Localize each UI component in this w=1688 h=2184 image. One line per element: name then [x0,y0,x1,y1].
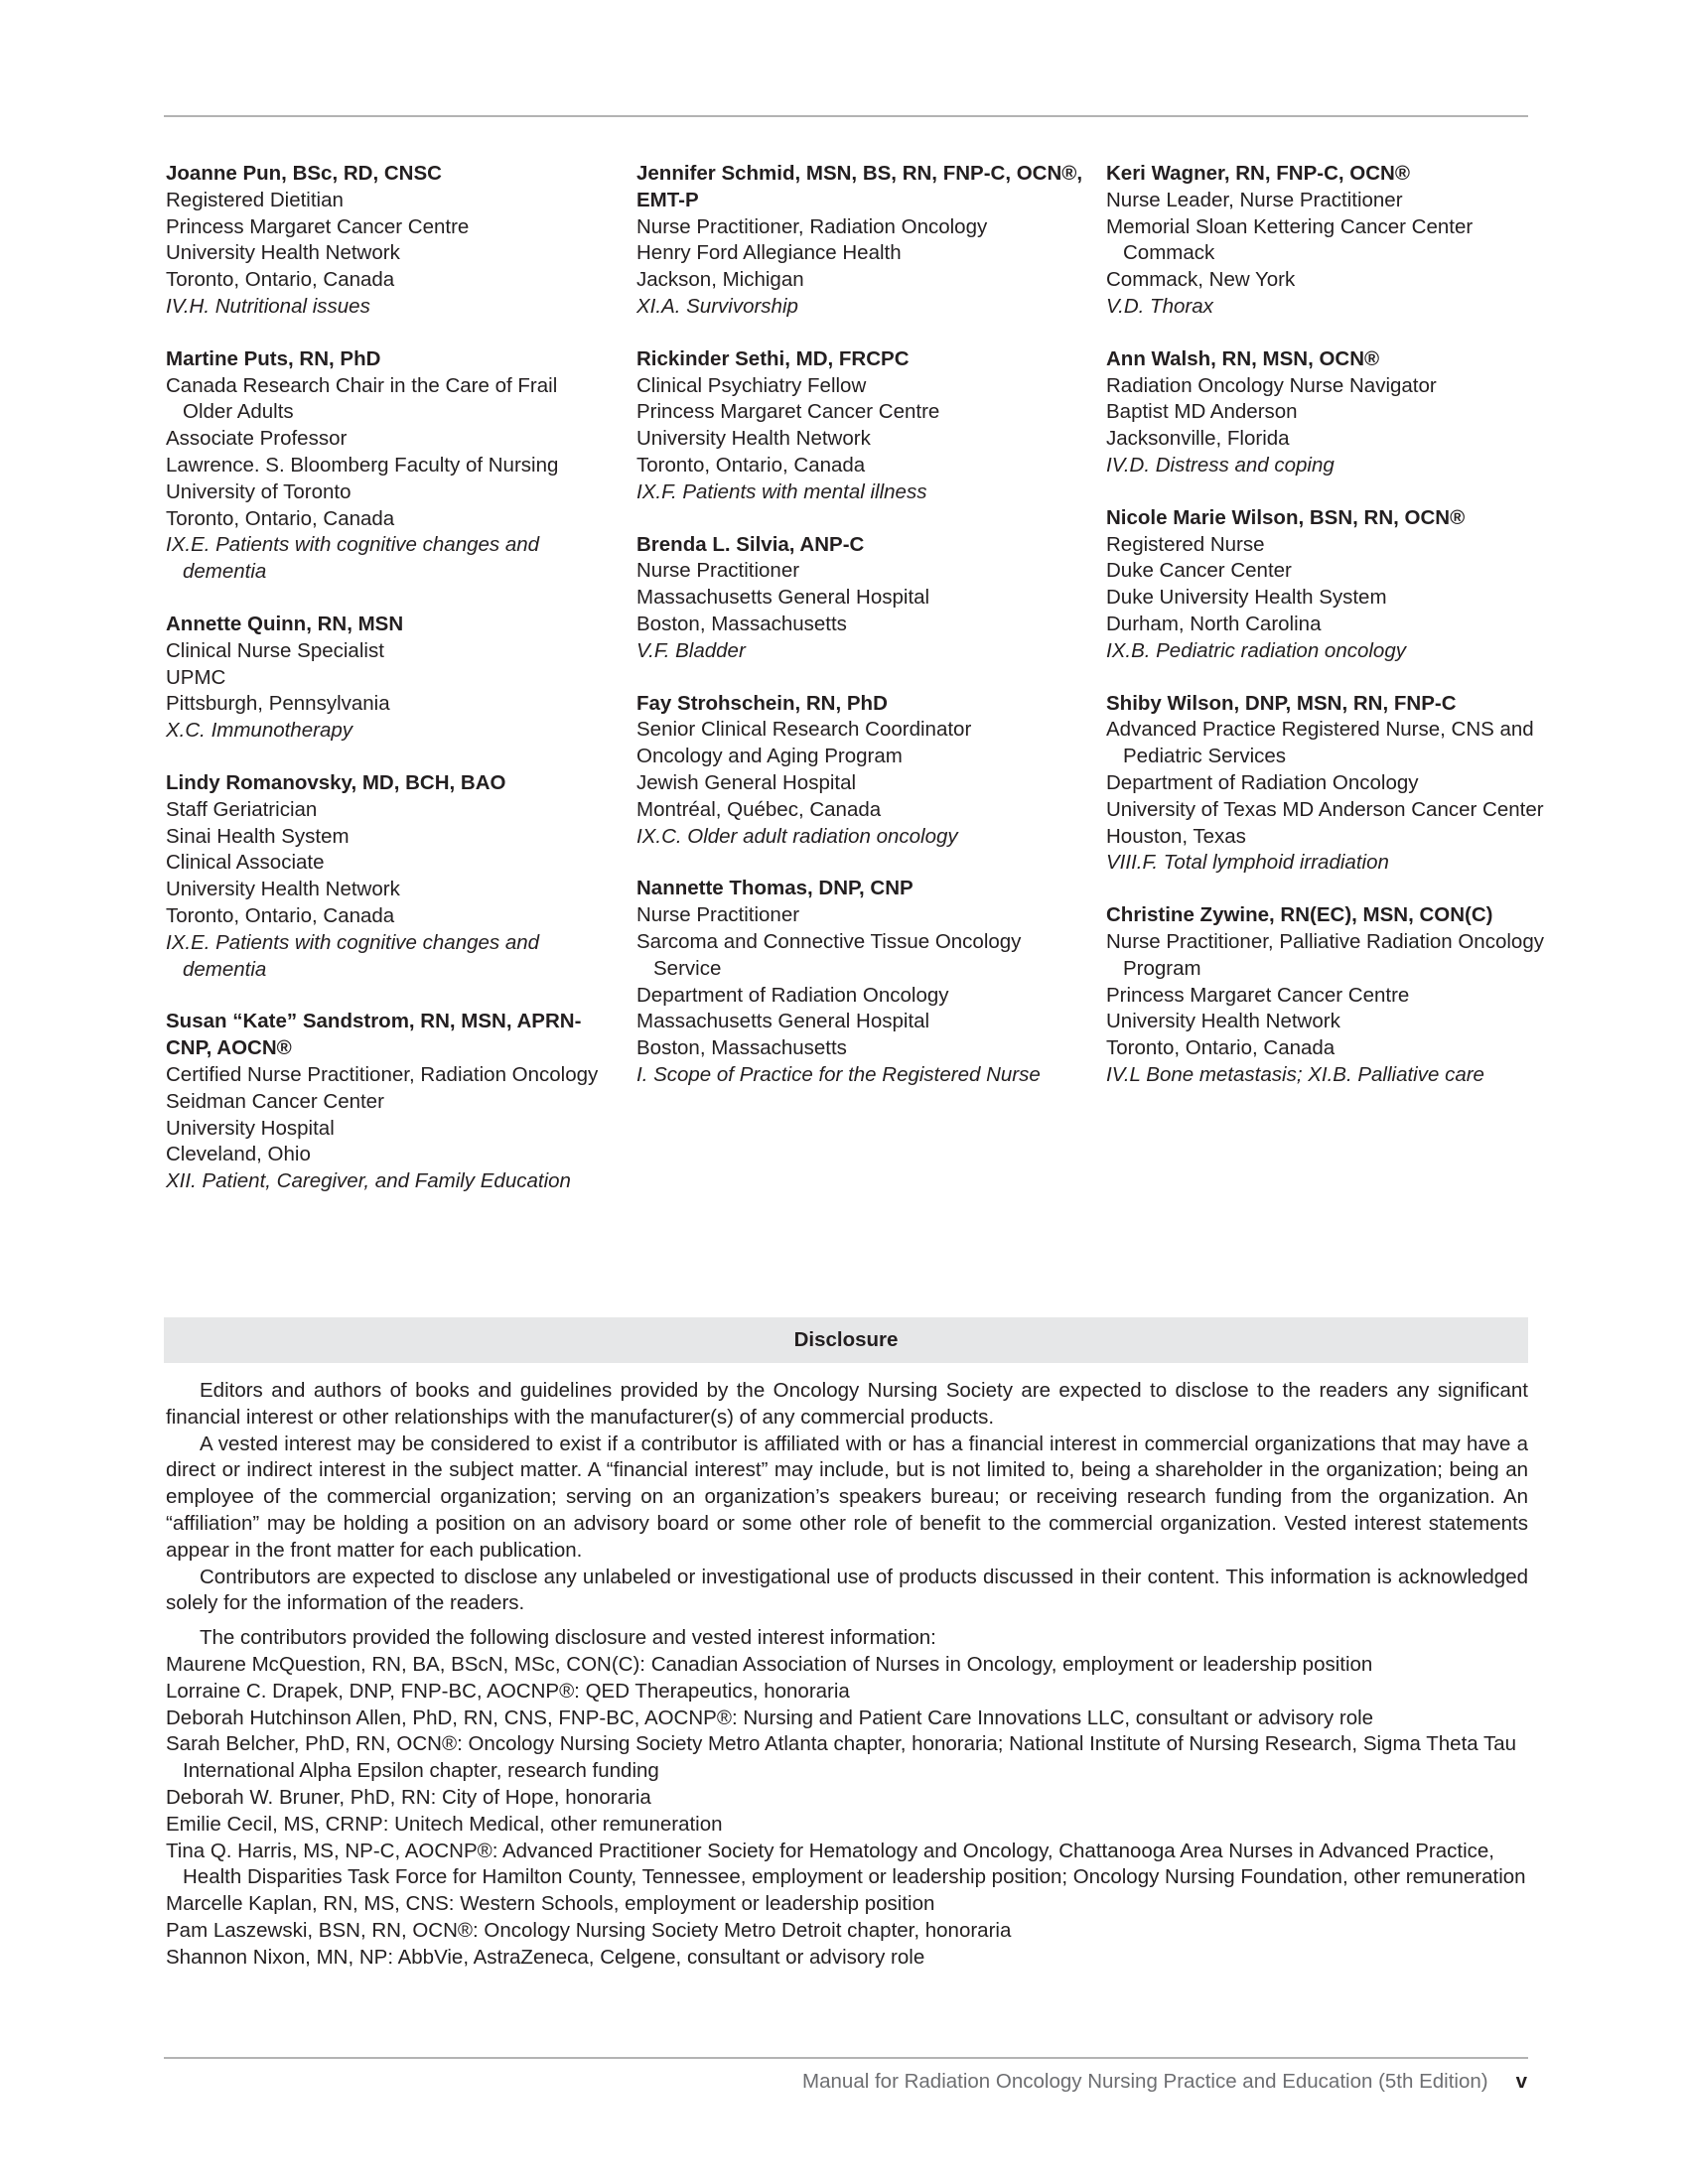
contributor-entry [1106,346,1553,479]
contributor-affiliation: Pittsburgh, Pennsylvania [166,692,390,716]
contributor-entry [166,612,613,745]
disclosure-item: Deborah Hutchinson Allen, PhD, RN, CNS, FNP-BC, AOCNP®: Nursing and Patient Care Innovations LLC, consultant or advisory role [166,1706,1374,1729]
contributor-affiliation: Nurse Practitioner, Radiation Oncology [636,214,988,238]
contributor-name: Nicole Marie Wilson, BSN, RN, OCN® [1106,505,1466,529]
contributor-affiliation: Registered Nurse [1106,532,1265,556]
contributor-name: Brenda L. Silvia, ANP-C [636,532,865,556]
contributor-affiliation: Nurse Leader, Nurse Practitioner [1106,188,1403,211]
contributor-section: X.C. Immunotherapy [166,719,352,743]
disclosure-item: Maurene McQuestion, RN, BA, BScN, MSc, CON(C): Canadian Association of Nurses in Oncology, employment or leadership position [166,1652,1373,1676]
disclosure-item: Emilie Cecil, MS, CRNP: Unitech Medical, other remuneration [166,1812,723,1836]
top-rule [164,115,1528,117]
disclosure-body [166,1378,1528,1972]
contributor-affiliation: Clinical Associate [166,851,325,875]
contributor-affiliation: Sinai Health System [166,824,350,848]
contributor-name: Christine Zywine, RN(EC), MSN, CON(C) [1106,903,1493,927]
contributor-affiliation: Nurse Practitioner [636,903,800,927]
contributor-section: IX.C. Older adult radiation oncology [636,824,958,848]
contributor-section: IX.B. Pediatric radiation oncology [1106,638,1406,662]
contributor-section: XI.A. Survivorship [636,294,798,318]
disclosure-item: Pam Laszewski, BSN, RN, OCN®: Oncology Nursing Society Metro Detroit chapter, honoraria [166,1918,1012,1942]
contributor-affiliation: Radiation Oncology Nurse Navigator [1106,373,1437,397]
contributor-entry [166,346,613,586]
contributor-affiliation: Lawrence. S. Bloomberg Faculty of Nursing [166,453,559,477]
disclosure-item: Deborah W. Bruner, PhD, RN: City of Hope, honoraria [166,1785,651,1809]
contributor-name: Ann Walsh, RN, MSN, OCN® [1106,346,1380,370]
contributor-affiliation: University Health Network [1106,1010,1340,1033]
contributor-section: IV.H. Nutritional issues [166,294,370,318]
contributor-affiliation: Cleveland, Ohio [166,1143,311,1166]
contributor-affiliation: Jackson, Michigan [636,268,804,292]
contributor-affiliation: UPMC [166,665,226,689]
contributor-affiliation: Boston, Massachusetts [636,1036,847,1060]
disclosure-item: Lorraine C. Drapek, DNP, FNP-BC, AOCNP®: QED Therapeutics, honoraria [166,1679,850,1703]
contributor-entry [636,876,1083,1088]
contributor-section: IX.F. Patients with mental illness [636,479,927,503]
contributor-entry [636,532,1083,665]
contributor-affiliation: Toronto, Ontario, Canada [166,506,395,530]
contributor-affiliation: Canada Research Chair in the Care of Frail Older Adults [166,373,558,424]
contributor-name: Lindy Romanovsky, MD, BCH, BAO [166,770,506,794]
contributor-section: I. Scope of Practice for the Registered Nurse [636,1062,1041,1086]
contributor-affiliation: Oncology and Aging Program [636,745,903,768]
contributor-affiliation: Massachusetts General Hospital [636,1010,930,1033]
contributor-section: IX.E. Patients with cognitive changes and dementia [166,533,540,584]
contributor-affiliation: Toronto, Ontario, Canada [166,903,395,927]
contributor-affiliation: Sarcoma and Connective Tissue Oncology Service [636,929,1022,980]
contributor-affiliation: Department of Radiation Oncology [1106,770,1419,794]
contributor-affiliation: Houston, Texas [1106,824,1246,848]
contributor-affiliation: Nurse Practitioner, Palliative Radiation Oncology Program [1106,929,1544,980]
contributor-affiliation: Toronto, Ontario, Canada [166,268,395,292]
contributor-section: XII. Patient, Caregiver, and Family Education [166,1169,571,1193]
disclosure-paragraph: A vested interest may be considered to exist if a contributor is affiliated with or has a financial interest in commercial organizations that may have a direct or indirect interest in the subject matter. A “financial interest” may include, but is not limited to, being a shareholder in the organization; being an employee of the commercial organization; serving on an organization’s speakers bureau; or receiving research funding from the organization. An “affiliation” may be holding a position on an advisory board or some other role of benefit to the commercial organization. Vested interest statements appear in the front matter for each publication. [166,1432,1528,1562]
contributor-name: Martine Puts, RN, PhD [166,346,381,370]
contributor-entry [636,691,1083,851]
contributor-affiliation: University Health Network [166,878,400,901]
contributor-name: Rickinder Sethi, MD, FRCPC [636,346,910,370]
contributor-affiliation: Durham, North Carolina [1106,612,1322,635]
contributor-entry [166,1009,613,1195]
contributor-affiliation: Boston, Massachusetts [636,612,847,635]
contributor-section: IX.E. Patients with cognitive changes and dementia [166,930,540,981]
disclosure-list [166,1652,1528,1972]
contributor-affiliation: Toronto, Ontario, Canada [636,453,866,477]
disclosure-item: Marcelle Kaplan, RN, MS, CNS: Western Schools, employment or leadership position [166,1892,935,1916]
contributor-name: Nannette Thomas, DNP, CNP [636,877,914,900]
contributor-affiliation: Clinical Psychiatry Fellow [636,373,867,397]
disclosure-paragraph: Editors and authors of books and guidelines provided by the Oncology Nursing Society are expected to disclose to the readers any significant financial interest or other relationships with the manufacturer(s) of any commercial products. [166,1379,1528,1429]
contributor-affiliation: Nurse Practitioner [636,559,800,583]
contributors-column-2 [636,161,1083,1115]
contributor-affiliation: Seidman Cancer Center [166,1089,384,1113]
contributor-affiliation: Jewish General Hospital [636,770,857,794]
contributor-section: VIII.F. Total lymphoid irradiation [1106,851,1389,875]
contributor-section: IV.L Bone metastasis; XI.B. Palliative care [1106,1062,1484,1086]
contributor-affiliation: Registered Dietitian [166,188,344,211]
contributor-entry [1106,505,1553,665]
contributor-name: Keri Wagner, RN, FNP-C, OCN® [1106,162,1410,185]
contributor-affiliation: Montréal, Québec, Canada [636,797,882,821]
contributor-affiliation: Memorial Sloan Kettering Cancer Center Commack [1106,214,1474,265]
contributor-affiliation: Staff Geriatrician [166,797,318,821]
contributors-column-3 [1106,161,1553,1115]
contributor-entry [166,770,613,983]
contributor-name: Joanne Pun, BSc, RD, CNSC [166,162,442,185]
contributor-affiliation: University of Texas MD Anderson Cancer Center [1106,797,1544,821]
contributor-name: Annette Quinn, RN, MSN [166,612,404,635]
contributor-affiliation: University Health Network [636,427,871,451]
contributor-section: IV.D. Distress and coping [1106,453,1335,477]
contributor-section: V.F. Bladder [636,638,746,662]
disclosure-item: Sarah Belcher, PhD, RN, OCN®: Oncology Nursing Society Metro Atlanta chapter, honoraria; National Institute of Nursing Research, Sigma Theta Tau International Alpha Epsilon chapter, research funding [166,1732,1517,1783]
contributors-list [166,161,1544,1243]
contributor-entry [636,346,1083,506]
contributor-name: Jennifer Schmid, MSN, BS, RN, FNP-C, OCN®, EMT-P [636,162,1083,211]
contributor-entry [636,161,1083,321]
contributor-affiliation: Henry Ford Allegiance Health [636,241,902,265]
contributor-affiliation: Princess Margaret Cancer Centre [1106,983,1410,1007]
contributor-affiliation: Associate Professor [166,427,348,451]
disclosure-item: Tina Q. Harris, MS, NP-C, AOCNP®: Advanced Practitioner Society for Hematology and Oncology, Chattanooga Area Nurses in Advanced Practice, Health Disparities Task Force for Hamilton County, Tennessee, employment or leadership position; Oncology Nursing Foundation, other remuneration [166,1839,1526,1889]
contributors-column-1 [166,161,613,1221]
contributor-affiliation: University Hospital [166,1116,335,1140]
contributor-section: V.D. Thorax [1106,294,1213,318]
contributor-affiliation: Senior Clinical Research Coordinator [636,718,972,742]
page-number: v [1515,2070,1527,2093]
contributor-name: Fay Strohschein, RN, PhD [636,691,888,715]
disclosure-item: Shannon Nixon, MN, NP: AbbVie, AstraZeneca, Celgene, consultant or advisory role [166,1945,925,1969]
contributor-affiliation: Duke University Health System [1106,586,1387,610]
contributor-affiliation: Toronto, Ontario, Canada [1106,1036,1336,1060]
contributor-affiliation: Advanced Practice Registered Nurse, CNS and Pediatric Services [1106,718,1534,768]
disclosure-paragraph: Contributors are expected to disclose any unlabeled or investigational use of products discussed in their content. This information is acknowledged solely for the information of the readers. [166,1565,1528,1615]
contributor-entry [166,161,613,321]
contributor-affiliation: Baptist MD Anderson [1106,400,1298,424]
contributor-affiliation: Clinical Nurse Specialist [166,638,384,662]
contributor-affiliation: Commack, New York [1106,268,1296,292]
footer-title: Manual for Radiation Oncology Nursing Practice and Education (5th Edition) [802,2070,1488,2093]
contributor-name: Susan “Kate” Sandstrom, RN, MSN, APRN-CNP, AOCN® [166,1010,582,1060]
bottom-rule [164,2057,1528,2059]
contributor-entry [1106,691,1553,878]
contributor-affiliation: Duke Cancer Center [1106,559,1292,583]
contributor-name: Shiby Wilson, DNP, MSN, RN, FNP-C [1106,691,1457,715]
disclosure-heading: Disclosure [164,1317,1528,1363]
contributor-entry [1106,902,1553,1089]
contributor-affiliation: University Health Network [166,241,400,265]
contributor-affiliation: Princess Margaret Cancer Centre [636,400,940,424]
contributor-affiliation: Jacksonville, Florida [1106,427,1290,451]
contributor-affiliation: Department of Radiation Oncology [636,983,949,1007]
contributor-affiliation: University of Toronto [166,479,352,503]
contributor-affiliation: Massachusetts General Hospital [636,586,930,610]
page-footer [802,2067,1527,2097]
contributor-entry [1106,161,1553,321]
contributor-affiliation: Certified Nurse Practitioner, Radiation Oncology [166,1062,599,1086]
contributor-affiliation: Princess Margaret Cancer Centre [166,214,470,238]
disclosure-intro: The contributors provided the following disclosure and vested interest information: [200,1626,936,1650]
